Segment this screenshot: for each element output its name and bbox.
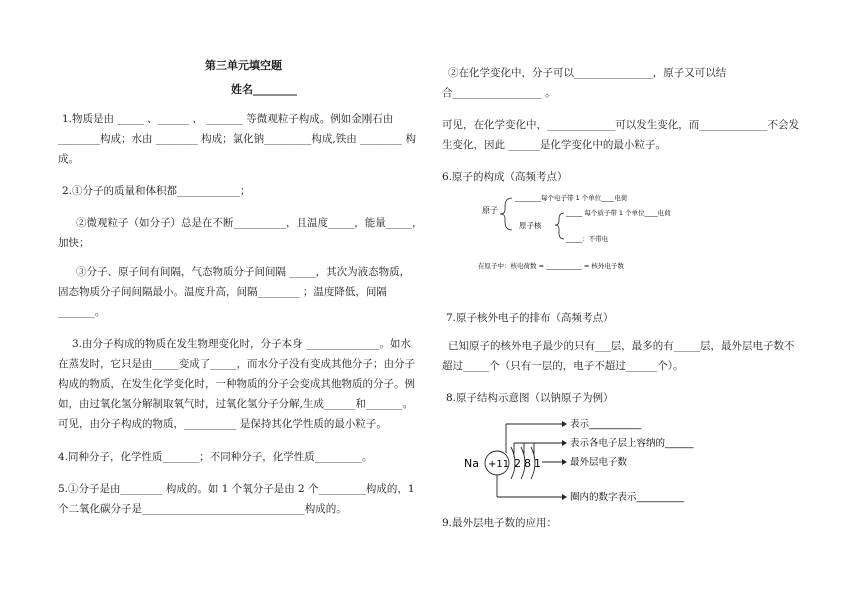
- q6-heading: 6.原子的构成（高频考点）: [442, 171, 568, 183]
- atom-equation: 在原子中：核电荷数 = ___________ = 核外电子数: [478, 262, 624, 270]
- atom-brace: [500, 198, 512, 230]
- arrowhead-1: [562, 421, 567, 427]
- nucleus-label: 原子核: [519, 221, 542, 230]
- q7-line3: 超过_____个（只有一层的，电子不超过______个）。: [442, 360, 684, 372]
- name-field[interactable]: 姓名________: [231, 83, 297, 96]
- q2-part2-line1: ②微观粒子（如分子）总是在不断__________，且温度_____，能量_____，: [76, 217, 423, 229]
- q7-heading: 7.原子核外电子的排布（高频考点）: [446, 312, 614, 324]
- label-shell-count: 表示各电子层上容纳的______: [570, 438, 694, 449]
- q3-line2: 在蒸发时，它只是由_____变成了_____，而水分子没有变成其他分子；由分子: [58, 358, 415, 370]
- q1-line3: 成。: [58, 153, 79, 165]
- q2-part3-line3: _______。: [58, 306, 106, 318]
- element-symbol: Na: [464, 457, 479, 470]
- q5c-line1: 可见，在化学变化中，_____________可以发生变化，而_____________不会发: [442, 119, 799, 131]
- q8-heading: 8.原子结构示意图（以钠原子为例）: [446, 392, 614, 404]
- q1-line1: 1.物质是由 _____ 、______ 、 _______ 等微观粒子构成。例如金刚石由: [62, 113, 394, 125]
- nucleus-brace: [555, 213, 564, 239]
- proton-branch: _____ 每个质子带 1 个单位____电荷: [566, 209, 671, 217]
- q5-line2: 个二氧化碳分子是_______________________________构成的。: [58, 503, 347, 515]
- q7-line2: 已知原子的核外电子最少的只有___层，最多的有_____层，最外层电子数不: [448, 340, 795, 352]
- neutron-branch: _____：不带电: [566, 235, 609, 243]
- arrowhead-2: [562, 440, 567, 446]
- q5b-line2: 合_________________ 。: [442, 87, 556, 99]
- q3-line5: 可见，由分子构成的物质，__________ 是保持其化学性质的最小粒子。: [58, 418, 387, 430]
- atom-root-label: 原子: [482, 206, 498, 215]
- q3-line1: 3.由分子构成的物质在发生物理变化时，分子本身 ______________。如水: [72, 338, 411, 350]
- label-element: 表示___________: [570, 419, 642, 430]
- q5b-line1: ②在化学变化中，分子可以_______________，原子又可以结: [448, 67, 727, 79]
- sodium-atom-structure-diagram: [462, 410, 762, 510]
- q3-line4: 如，由过氧化氢分解制取氧气时，过氧化氢分子分解,生成______和_______。: [58, 398, 414, 410]
- arrowhead-4: [562, 494, 567, 500]
- shell-electrons-3: 1: [534, 457, 541, 470]
- q2-part3-line2: 固态物质分子间间隔最小。温度升高，间隔________ ；温度降低，间隔: [58, 286, 387, 298]
- q5c-line2: 生变化，因此 ______是化学变化中的最小粒子。: [442, 139, 666, 151]
- q5-line1: 5.①分子是由________ 构成的。如 1 个氧分子是由 2 个_________构成的，1: [58, 483, 415, 495]
- q3-line3: 构成的物质，在发生化学变化时，一种物质的分子会变成其他物质的分子。例: [58, 378, 415, 390]
- label-nucleus-number: 圈内的数字表示__________: [570, 492, 685, 503]
- label-outer-count: 最外层电子数: [570, 457, 628, 468]
- arrowhead-3: [562, 459, 567, 465]
- shell-electrons-1: 2: [514, 457, 521, 470]
- q2-part2-line2: 加快；: [58, 237, 90, 249]
- atom-composition-diagram: [478, 188, 678, 280]
- q4-line: 4.同种分子，化学性质_______；不同种分子，化学性质_________。: [58, 451, 373, 463]
- page-title: 第三单元填空题: [205, 59, 282, 72]
- nucleus-charge: +11: [488, 459, 510, 470]
- shell-electrons-2: 8: [524, 457, 531, 470]
- q1-line2: ________构成；水由 ________ 构成；氯化钠_________构成,铁由 ________ 构: [58, 133, 416, 145]
- q9-heading: 9.最外层电子数的应用：: [442, 517, 558, 529]
- q2-part3-line1: ③分子、原子间有间隔，气态物质分子间间隔 _____，其次为液态物质，: [76, 266, 411, 278]
- q2-part1: 2.①分子的质量和体积都____________；: [62, 185, 251, 197]
- electron-branch: ________每个电子带 1 个单位____电荷: [515, 194, 628, 202]
